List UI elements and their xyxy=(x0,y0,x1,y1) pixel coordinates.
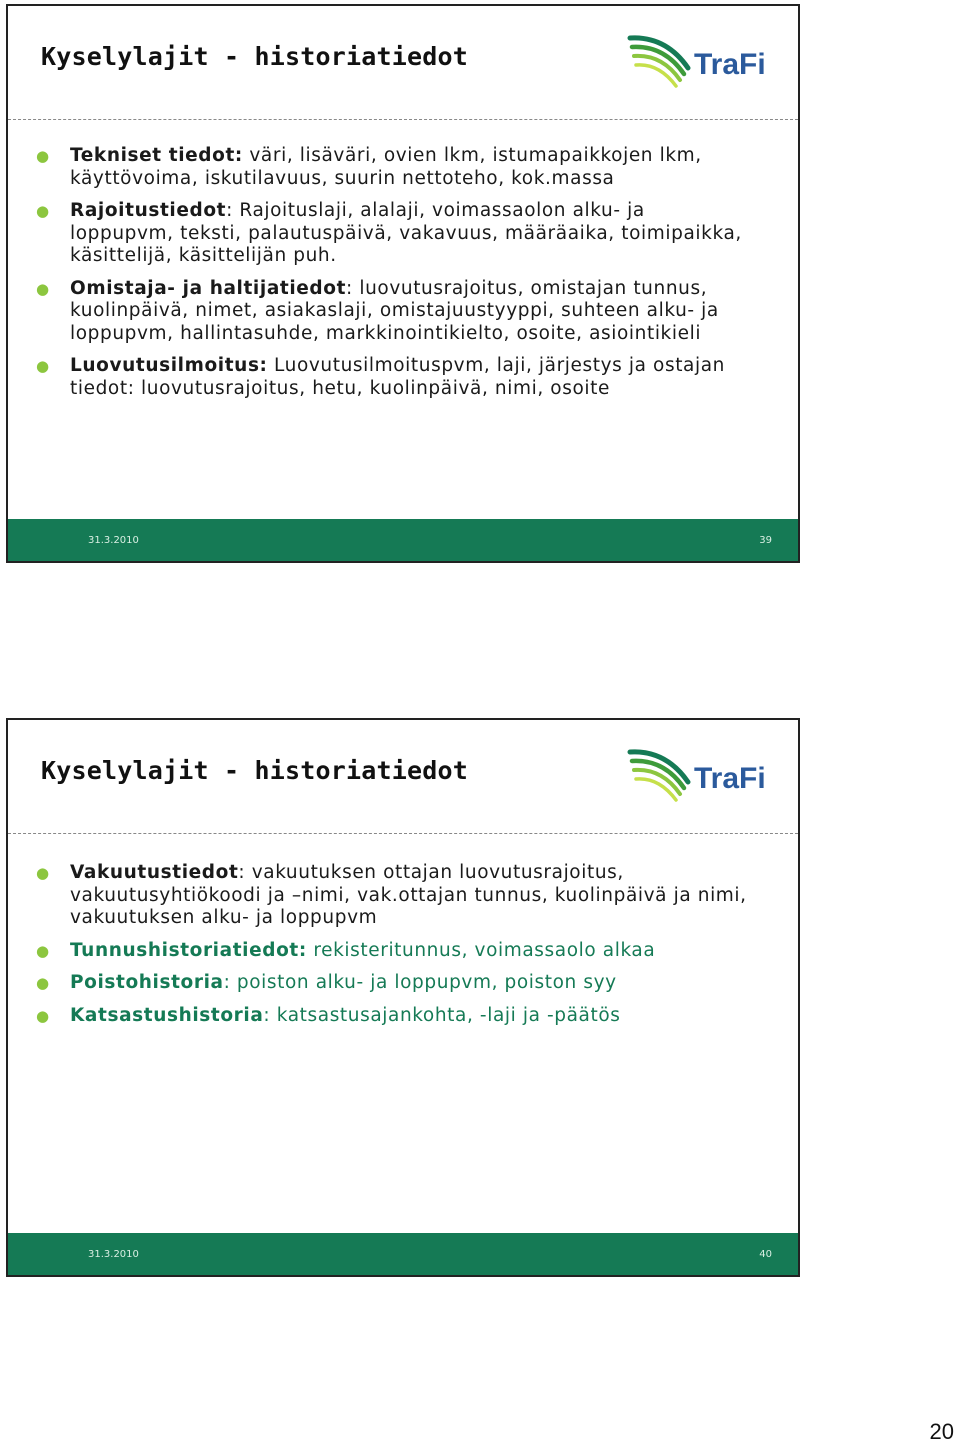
item-body: : luovutusrajoitus, omistajan tunnus, kuolinpäivä, nimet, asiakaslaji, omistajuustyyppi, suhteen alku- ja loppupvm, hallintasuhde, markkinointikielto, osoite, asiointikieli xyxy=(70,277,719,344)
item-body: Luovutusilmoituspvm, laji, järjestys ja ostajan tiedot: luovutusrajoitus, hetu, kuolinpäivä, nimi, osoite xyxy=(70,355,725,399)
page-number: 20 xyxy=(929,1419,954,1444)
item-heading: Tekniset tiedot: xyxy=(70,145,243,166)
bullet-icon: ● xyxy=(36,357,50,375)
trafi-logo xyxy=(626,30,776,94)
bullet-list xyxy=(34,862,754,1037)
list-item xyxy=(34,1005,754,1028)
bullet-icon: ● xyxy=(36,147,50,165)
bullet-list xyxy=(34,145,754,410)
item-heading: Tunnushistoriatiedot: xyxy=(70,939,307,961)
footer-slide-number: 40 xyxy=(759,1249,772,1260)
bullet-icon: ● xyxy=(36,864,50,882)
slide-footer xyxy=(8,519,798,561)
list-item xyxy=(34,145,754,190)
bullet-icon: ● xyxy=(36,941,50,960)
slide-title: Kyselylajit - historiatiedot xyxy=(41,756,469,785)
footer-date: 31.3.2010 xyxy=(88,535,139,546)
bullet-icon: ● xyxy=(36,1006,50,1025)
item-body: väri, lisäväri, ovien lkm, istumapaikkojen lkm, käyttövoima, iskutilavuus, suurin nettoteho, kok.massa xyxy=(70,145,702,189)
divider xyxy=(8,833,798,834)
item-body: rekisteritunnus, voimassaolo alkaa xyxy=(306,939,656,961)
item-heading: Vakuutustiedot xyxy=(70,862,239,883)
list-item xyxy=(34,278,754,346)
item-body: : katsastusajankohta, -laji ja -päätös xyxy=(263,1004,621,1026)
bullet-icon: ● xyxy=(36,279,50,298)
item-heading: Luovutusilmoitus: xyxy=(70,355,268,376)
item-heading: Poistohistoria xyxy=(70,972,224,993)
item-heading: Omistaja- ja haltijatiedot xyxy=(70,277,347,299)
logo-text: TraFi xyxy=(694,48,766,81)
logo-text: TraFi xyxy=(694,762,766,795)
item-body: : poiston alku- ja loppupvm, poiston syy xyxy=(223,972,617,993)
item-heading: Katsastushistoria xyxy=(70,1004,264,1026)
slide-title: Kyselylajit - historiatiedot xyxy=(41,42,469,71)
list-item xyxy=(34,355,754,400)
divider xyxy=(8,119,798,120)
trafi-logo xyxy=(626,744,776,808)
slide-40 xyxy=(6,718,800,1277)
item-body: : vakuutuksen ottajan luovutusrajoitus, vakuutusyhtiökoodi ja –nimi, vak.ottajan tunnus, kuolinpäivä ja nimi, vakuutuksen alku- ja loppupvm xyxy=(70,862,747,928)
bullet-icon: ● xyxy=(36,974,50,992)
bullet-icon: ● xyxy=(36,202,50,220)
slide-39 xyxy=(6,4,800,563)
list-item xyxy=(34,972,754,995)
list-item xyxy=(34,940,754,963)
list-item xyxy=(34,200,754,268)
list-item xyxy=(34,862,754,930)
footer-date: 31.3.2010 xyxy=(88,1249,139,1260)
item-heading: Rajoitustiedot xyxy=(70,200,227,221)
footer-slide-number: 39 xyxy=(759,535,772,546)
item-body: : Rajoituslaji, alalaji, voimassaolon alku- ja loppupvm, teksti, palautuspäivä, vakavuus, määräaika, toimipaikka, käsittelijä, käsittelijän puh. xyxy=(70,200,742,266)
slide-footer xyxy=(8,1233,798,1275)
